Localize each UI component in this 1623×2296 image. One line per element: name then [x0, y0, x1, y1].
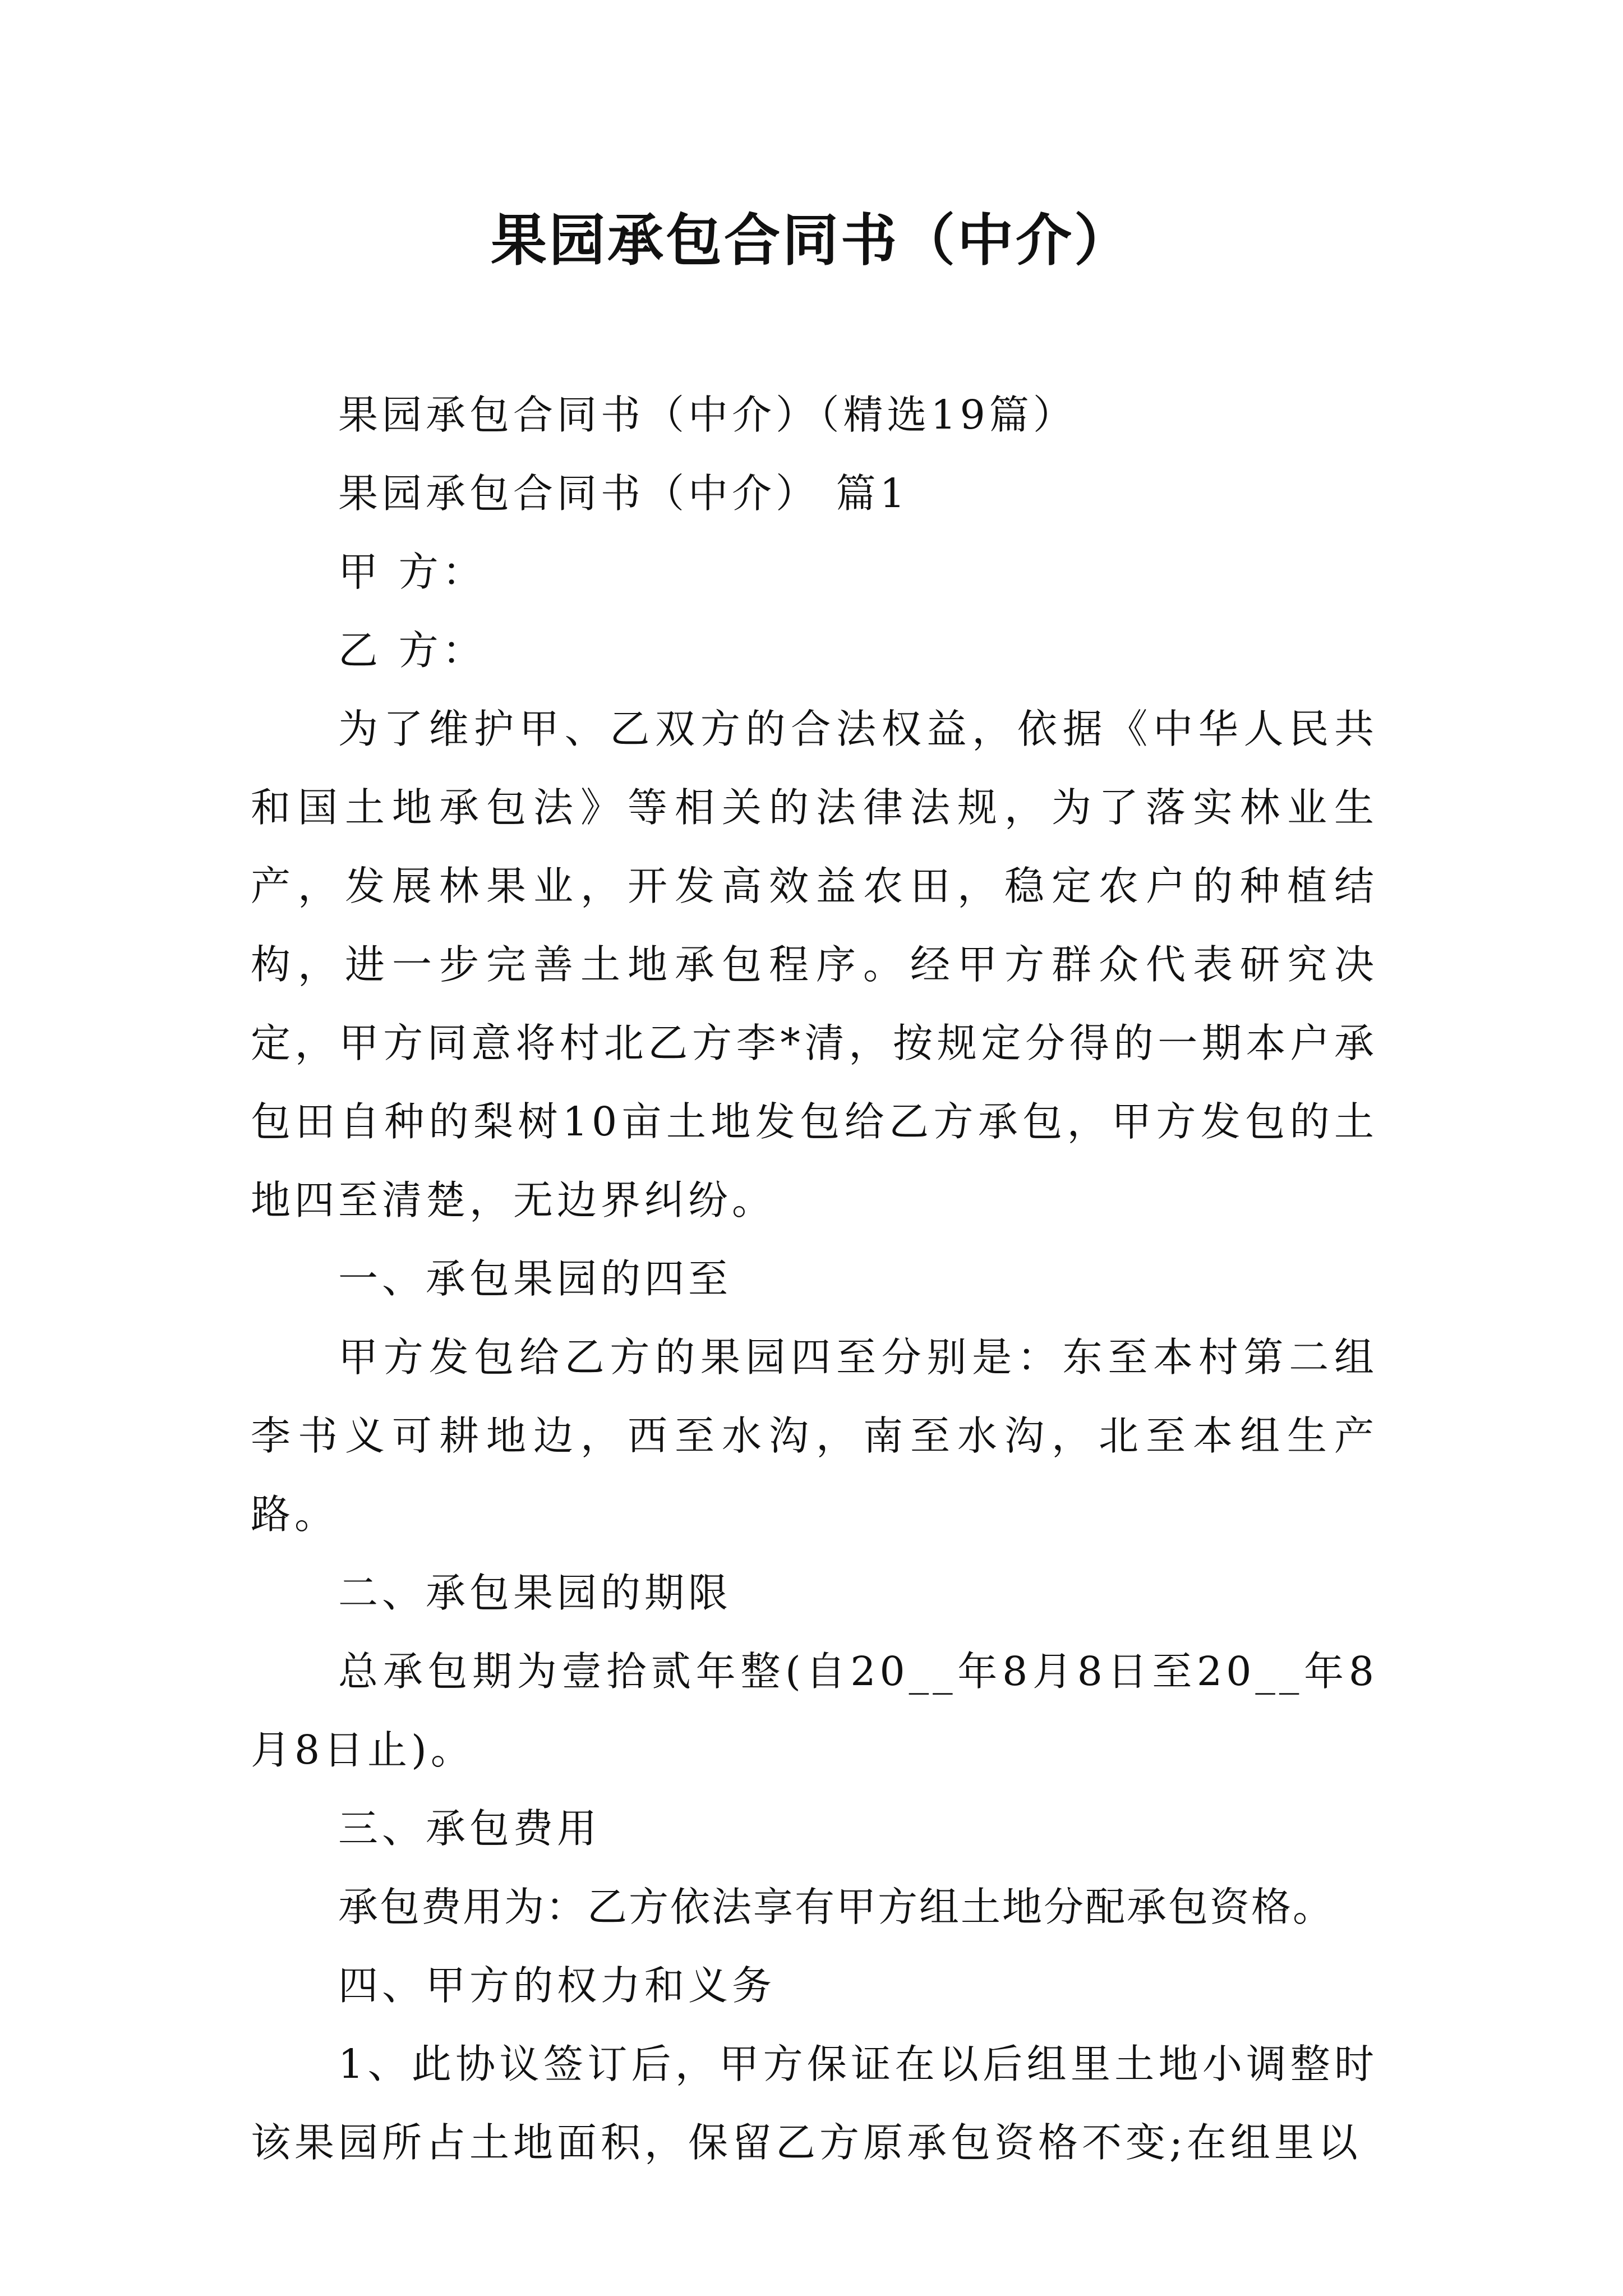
paragraph-party-b: 乙 方： — [338, 627, 486, 674]
paragraph-fees: 承包费用为：乙方依法享有甲方组土地分配承包资格。 — [338, 1884, 1335, 1930]
paragraph-party-a-rights-1: 1、此协议签订后，甲方保证在以后组里土地小调整时该果园所占土地面积，保留乙方原承包资格不变;在组里以 — [251, 2041, 1378, 2166]
section-heading-fees: 三、承包费用 — [338, 1805, 601, 1852]
document-title: 果园承包合同书（中介） — [491, 207, 1132, 273]
paragraph-term: 总承包期为壹拾贰年整(自20__年8月8日至20__年8月8日止)。 — [251, 1648, 1378, 1773]
paragraph-preamble: 为了维护甲、乙双方的合法权益，依据《中华人民共和国土地承包法》等相关的法律法规，为了落实林业生产，发展林果业，开发高效益农田，稳定农户的种植结构，进一步完善土地承包程序。经甲方群众代表研究决定，甲方同意将村北乙方李*清，按规定分得的一期本户承包田自种的梨树10亩土地发包给乙方承包，甲方发包的土地四至清楚，无边界纠纷。 — [251, 706, 1378, 1223]
section-heading-party-a-rights: 四、甲方的权力和义务 — [338, 1962, 776, 2009]
paragraph-boundaries: 甲方发包给乙方的果园四至分别是：东至本村第二组李书义可耕地边，西至水沟，南至水沟，北至本组生产路。 — [251, 1334, 1378, 1538]
section-heading-boundaries: 一、承包果园的四至 — [338, 1255, 732, 1302]
section-heading-term: 二、承包果园的期限 — [338, 1570, 732, 1616]
paragraph-party-a: 甲 方： — [338, 549, 486, 595]
document-body — [251, 376, 1378, 2182]
paragraph-subtitle: 果园承包合同书（中介）（精选19篇） — [338, 392, 1077, 438]
paragraph-article-heading: 果园承包合同书（中介） 篇1 — [338, 470, 909, 517]
